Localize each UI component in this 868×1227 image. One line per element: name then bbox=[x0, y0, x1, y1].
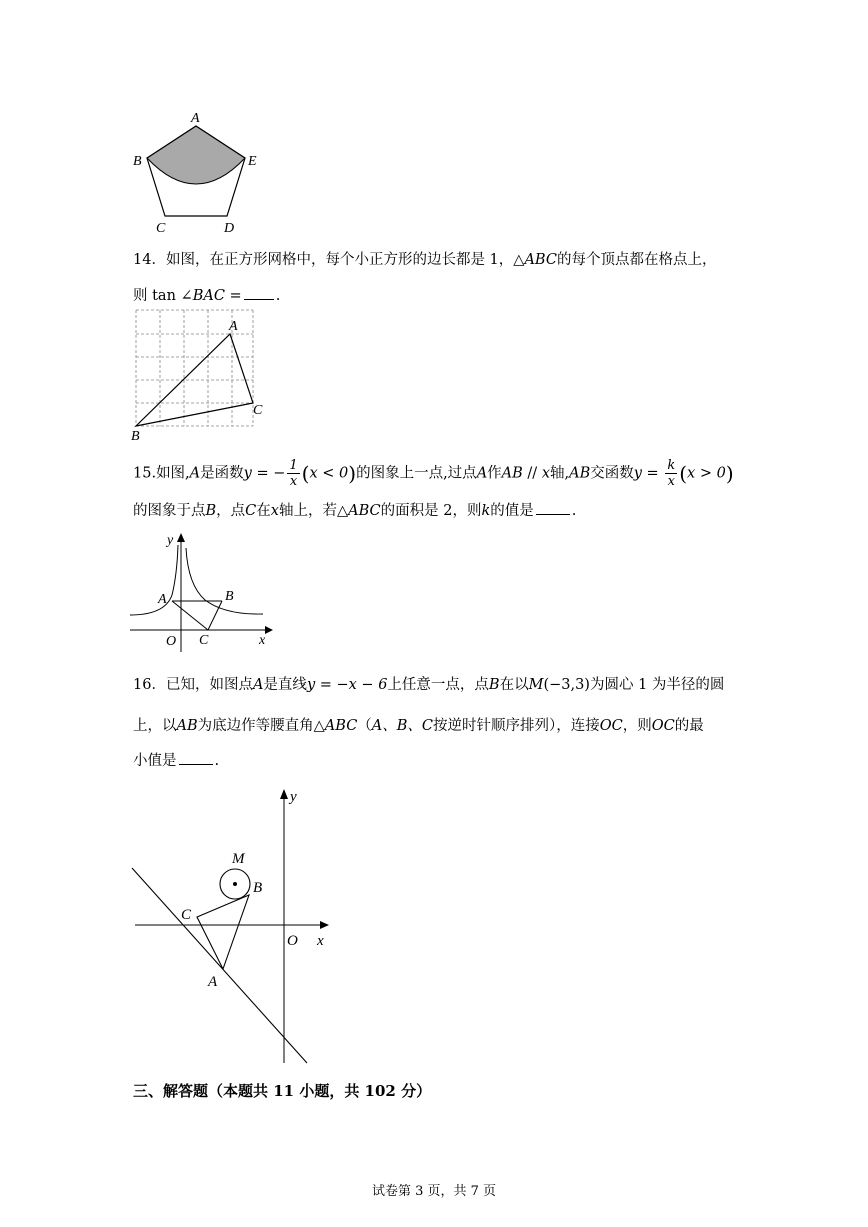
left-hyperbola-branch bbox=[130, 545, 178, 615]
q16-l2a: 上，以 bbox=[133, 718, 177, 734]
q16-coords: (−3,3) bbox=[543, 677, 590, 693]
q16-l1d: 在以 bbox=[499, 677, 529, 693]
label-A: A bbox=[191, 111, 200, 126]
q14-number: 14． bbox=[133, 252, 166, 268]
q16-line3 bbox=[133, 750, 219, 771]
q15-l2c: 在 bbox=[256, 503, 271, 519]
q15-x: x bbox=[541, 465, 550, 482]
q16-M: M bbox=[528, 677, 544, 693]
label-M: M bbox=[232, 851, 245, 867]
q15-frac2 bbox=[665, 458, 677, 489]
label-O: O bbox=[166, 634, 177, 649]
label-C: C bbox=[253, 403, 263, 418]
q14-text-b: 的每个顶点都在格点上， bbox=[556, 252, 717, 268]
q14-line1 bbox=[133, 250, 716, 270]
grid-triangle-figure bbox=[125, 305, 275, 445]
q14-answer-blank[interactable] bbox=[244, 285, 274, 300]
q16-answer-blank[interactable] bbox=[179, 750, 213, 765]
label-x: x bbox=[259, 633, 266, 648]
q16-B: B bbox=[488, 677, 500, 693]
q16-ABC: ABC bbox=[324, 718, 358, 734]
q16-AB: AB bbox=[176, 718, 198, 734]
q16-OC2: OC bbox=[651, 718, 675, 734]
q14-line2 bbox=[133, 285, 280, 306]
triangle-abc bbox=[197, 895, 249, 969]
q16-line2 bbox=[133, 716, 704, 736]
label-x: x bbox=[317, 933, 324, 949]
q15-A2: A bbox=[476, 465, 488, 482]
segment-BC bbox=[208, 601, 222, 630]
q15-l2e: 的面积是 2，则 bbox=[380, 503, 482, 519]
label-y: y bbox=[167, 533, 174, 548]
q15-l2a: 的图象于点 bbox=[133, 503, 206, 519]
q16-l1e: 为圆心 1 为半径的圆 bbox=[589, 677, 725, 693]
q16-l1b: 是直线 bbox=[263, 677, 307, 693]
q16-l2f: 的最 bbox=[674, 718, 704, 734]
label-C: C bbox=[181, 907, 192, 923]
q15-y2: y bbox=[633, 465, 642, 482]
q15-end: . bbox=[571, 503, 577, 519]
q15-eq2: = bbox=[641, 465, 664, 482]
q16-l2c: （ bbox=[357, 718, 372, 734]
q15-C: C bbox=[245, 503, 257, 519]
q16-number: 16． bbox=[133, 677, 166, 693]
q14-eq: = bbox=[224, 288, 242, 304]
q14-triangle-symbol: △ bbox=[513, 252, 525, 268]
q15-AB: AB bbox=[501, 465, 523, 482]
q15-t2: 是函数 bbox=[200, 465, 244, 482]
q15-number: 15. bbox=[133, 465, 157, 482]
page-footer: 试卷第 3 页，共 7 页 bbox=[371, 1184, 497, 1199]
label-A: A bbox=[208, 974, 218, 990]
q15-ABC: ABC bbox=[348, 503, 381, 519]
q14-text-a: 如图，在正方形网格中，每个小正方形的边长都是 1， bbox=[165, 252, 514, 268]
q15-t6: 交函数 bbox=[590, 465, 634, 482]
y-axis-arrow bbox=[177, 533, 185, 542]
q15-l2d: 轴上，若△ bbox=[278, 503, 349, 519]
q15-t4: 作 bbox=[487, 465, 502, 482]
segment-AC bbox=[172, 601, 208, 630]
q15-y: y bbox=[243, 465, 252, 482]
pentagon-figure bbox=[125, 105, 275, 240]
q16-OC: OC bbox=[599, 718, 623, 734]
hyperbola-figure bbox=[125, 530, 285, 655]
q15-AB2: AB bbox=[569, 465, 591, 482]
q15-t3: 的图象上一点,过点 bbox=[356, 465, 477, 482]
q16-eq: y = −x − 6 bbox=[306, 677, 388, 693]
y-axis-arrow bbox=[280, 789, 288, 799]
label-A: A bbox=[158, 592, 167, 607]
q15-l2f: 的值是 bbox=[490, 503, 534, 519]
label-y: y bbox=[290, 789, 297, 805]
q15-line2 bbox=[133, 500, 576, 521]
q15-eq: = − bbox=[251, 465, 286, 482]
q14-tan-text: 则 tan ∠ bbox=[133, 288, 193, 304]
q16-line1 bbox=[133, 675, 724, 695]
q16-end: . bbox=[214, 753, 220, 769]
q14-end: . bbox=[275, 288, 281, 304]
q16-l2abc: A、B、C bbox=[371, 718, 434, 734]
q15-cond2: x > 0 bbox=[687, 465, 726, 482]
q16-l3a: 小值是 bbox=[133, 753, 177, 769]
q15-frac2-den: x bbox=[667, 474, 675, 489]
label-D: D bbox=[224, 221, 235, 236]
label-C: C bbox=[156, 221, 166, 236]
q16-l1c: 上任意一点，点 bbox=[387, 677, 489, 693]
q15-x2: x bbox=[270, 503, 279, 519]
x-axis-arrow bbox=[320, 921, 329, 929]
q15-A: A bbox=[189, 465, 201, 482]
q16-l2e: ，则 bbox=[622, 718, 652, 734]
q16-l1a: 已知，如图点 bbox=[165, 677, 253, 693]
q15-line1: 15.如图,A是函数y = − $\frac{1}{x}$ (x < 0)的图象上一点,过点A作AB // x轴,AB交函数y = $\frac{k}{x}$ (x > 0) bbox=[133, 458, 734, 489]
q15-k: k bbox=[481, 503, 491, 519]
label-C: C bbox=[199, 633, 209, 648]
label-E: E bbox=[248, 154, 257, 169]
q15-B: B bbox=[205, 503, 217, 519]
label-O: O bbox=[287, 933, 298, 949]
label-A: A bbox=[229, 319, 238, 334]
q15-par: // bbox=[522, 465, 542, 482]
q15-answer-blank[interactable] bbox=[536, 500, 570, 515]
q14-abc: ABC bbox=[524, 252, 557, 268]
label-B: B bbox=[225, 589, 234, 604]
q15-frac2-num: k bbox=[667, 458, 676, 473]
q15-frac1-num: 1 bbox=[289, 458, 298, 473]
q14-bac: BAC bbox=[192, 288, 225, 304]
line-y-eq-neg-x-minus-6 bbox=[132, 868, 307, 1063]
q15-frac1-den: x bbox=[289, 474, 298, 489]
q16-A: A bbox=[252, 677, 264, 693]
q15-t1: 如图, bbox=[156, 465, 190, 482]
right-hyperbola-branch bbox=[186, 548, 263, 614]
section-three-heading: 三、解答题（本题共 11 小题，共 102 分） bbox=[133, 1082, 432, 1100]
q15-cond1: x < 0 bbox=[309, 465, 349, 482]
shaded-sector bbox=[147, 126, 245, 184]
line-circle-figure bbox=[125, 785, 340, 1070]
q15-frac1 bbox=[287, 458, 299, 489]
label-B: B bbox=[253, 880, 263, 896]
x-axis-arrow bbox=[265, 626, 273, 634]
label-B: B bbox=[131, 429, 140, 444]
q16-l2b: 为底边作等腰直角△ bbox=[197, 718, 325, 734]
label-B: B bbox=[133, 154, 142, 169]
q15-l2b: ，点 bbox=[216, 503, 246, 519]
q16-l2d: 按逆时针顺序排列），连接 bbox=[433, 718, 600, 734]
q15-t5: 轴, bbox=[550, 465, 570, 482]
center-M-dot bbox=[233, 882, 237, 886]
